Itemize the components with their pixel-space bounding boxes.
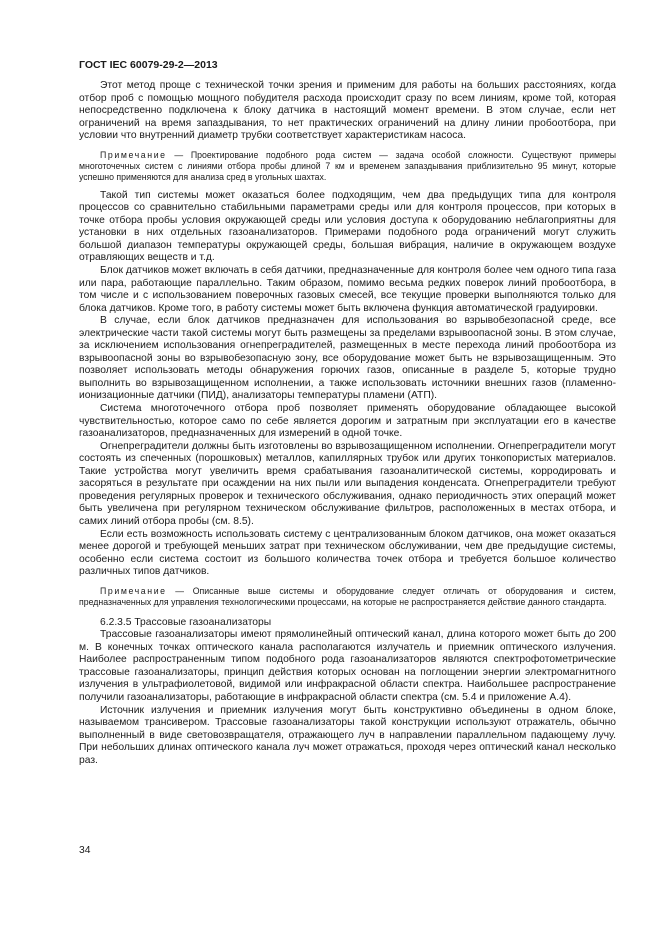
note-label: Примечание [100, 585, 167, 596]
paragraph: Такой тип системы может оказаться более подходящим, чем два предыдущих типа для контроля процессов со сравнительно стабильными параметрами среды или для контроля процессов, при которых в точке отбора пробы условия окружающей среды или условия доступа к оборудованию неблагоприятны для установки в них отдельных газоанализаторов. Примерами подобного рода ограничений могут служить большой диапазон температуры окружающей среды, большая вибрация, наличие в окружающем воздухе отравляющих веществ и т.д. [79, 189, 616, 264]
note [79, 150, 616, 183]
paragraph: Источник излучения и приемник излучения могут быть конструктивно объединены в одном блоке, называемом трансивером. Трассовые газоанализаторы такой конструкции используют отражатель, обычно выполненный в виде световозвращателя, отражающего луч в направлении параллельном падающему лучу. При небольших длинах оптического канала луч может отражаться, проходя через оптический канал несколько раз. [79, 704, 616, 766]
note-text: — Проектирование подобного рода систем — задача особой сложности. Существуют примеры многоточечных систем с линиями отбора пробы длиной 7 км и временем запаздывания приблизительно 95 минут, которые успешно применяются для анализа сред в угольных шахтах. [79, 149, 616, 182]
note-text: — Описанные выше системы и оборудование следует отличать от оборудования и систем, предназначенных для управления технологическими процессами, на которые не распространяется действие данного стандарта. [79, 585, 616, 607]
paragraph: Система многоточечного отбора проб позволяет применять оборудование обладающее высокой чувствительностью, которое само по себе является дорогим и затратным при эксплуатации его в качестве газоанализаторов, предназначенных для измерений в одной точке. [79, 403, 616, 440]
standard-designation: ГОСТ IEC 60079-29-2—2013 [79, 59, 218, 71]
paragraph: Этот метод проще с технической точки зрения и применим для работы на больших расстояниях, когда отбор проб с помощью мощного побудителя расхода происходит сразу по всем линиям, кроме той, которая непосредственно подключена к блоку датчика в настоящий момент времени. В этом случае, если нет ограничений на время запаздывания, то нет практических ограничений на длину линии пробоотбора, при условии что внутренний диаметр трубки соответствует характеристикам насоса. [79, 80, 616, 142]
paragraph: Если есть возможность использовать систему с централизованным блоком датчиков, она может оказаться менее дорогой и требующей меньших затрат при техническом обслуживании, чем две предыдущие системы, особенно если система состоит из большого количества точек отбора и требуется большое количество различных типов датчиков. [79, 528, 616, 578]
paragraph: Огнепреградители должны быть изготовлены во взрывозащищенном исполнении. Огнепреградители могут состоять из спеченных (порошковых) металлов, капиллярных трубок или других тонкопористых материалов. Такие устройства могут увеличить время срабатывания газоаналитической системы, корродировать и засоряться в результате при осаждении на них пыли или выпадения конденсата. Огнепреградители требуют проведения регулярных проверок и технического обслуживания, однако периодичность этих операций может быть увеличена при регулярном техническом обслуживание фильтров, расположенных в местах отбора, и самих линий отбора пробы (см. 8.5). [79, 440, 616, 527]
paragraph: Трассовые газоанализаторы имеют прямолинейный оптический канал, длина которого может быть до 200 м. В конечных точках оптического канала располагаются излучатель и приемник оптического излучения. Наиболее распространенным типом подобного рода газоанализаторов являются спектрофотометрические трассовые газоанализаторы, принцип действия которых основан на поглощении энергии электромагнитного излучения в ультрафиолетовой, видимой или инфракрасной области спектра. Наибольшее распространение получили газоанализаторы, работающие в инфракрасной области спектра (см. 5.4 и приложение А.4). [79, 629, 616, 703]
paragraph: В случае, если блок датчиков предназначен для использования во взрывобезопасной среде, все электрические части такой системы могут быть размещены за пределами взрывоопасной зоны. В этом случае, за исключением использования огнепреградителей, размещенных в месте перехода линий пробоотбора из взрывоопасной зоны во взрывобезопасную зону, все оборудование может быть не взрывозащищенным. Это позволяет использовать методы обнаружения горючих газов, описанные в разделе 5, которые трудно выполнить во взрывозащищенном исполнении, а также использовать источники внешних газов (пламенно-ионизационные датчики (ПИД), анализаторы температуры пламени (АТП). [79, 315, 616, 402]
page-number: 34 [79, 845, 91, 856]
section-heading: 6.2.3.5 Трассовые газоанализаторы [100, 616, 272, 628]
note-label: Примечание [100, 149, 167, 160]
page-body [79, 80, 616, 767]
note [79, 586, 616, 608]
paragraph: Блок датчиков может включать в себя датчики, предназначенные для контроля более чем одного типа газа или пара, работающие параллельно. Таким образом, помимо весьма редких поверок линий пробоотбора, в том числе и с использованием поверочных газовых смесей, все текущие проверки выполняются только для блока датчиков. Кроме того, в работу системы может быть включена функция автоматической градуировки. [79, 265, 616, 314]
